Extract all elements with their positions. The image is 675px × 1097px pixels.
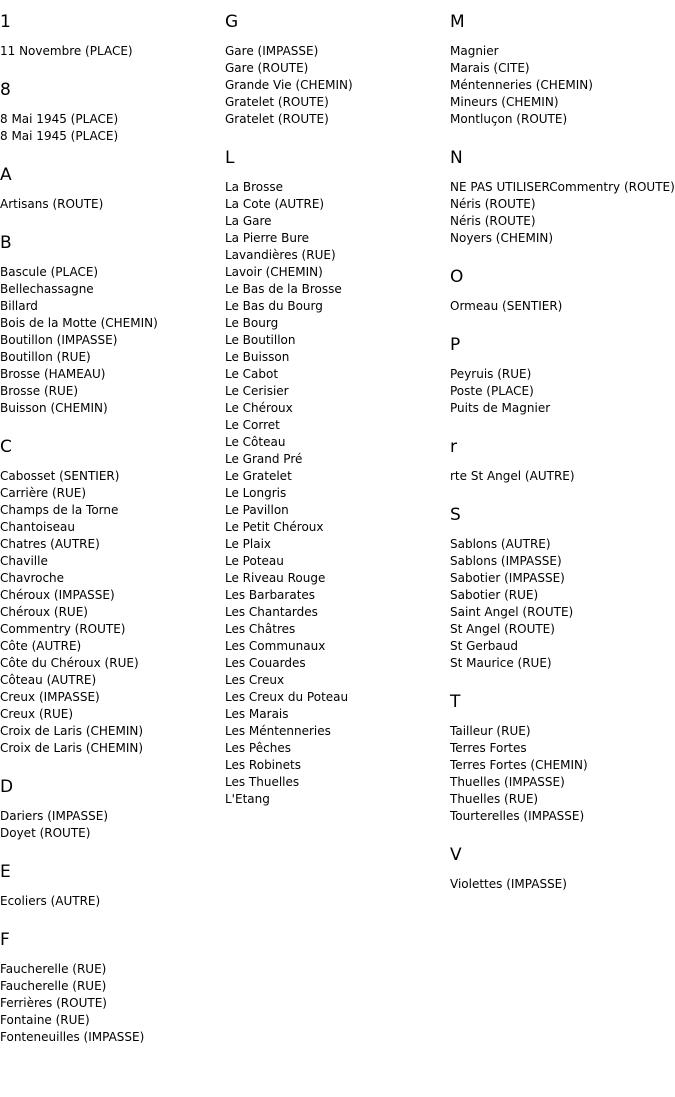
street-link[interactable]: Lavandières (RUE) [225, 248, 336, 262]
street-link[interactable]: Les Barbarates [225, 588, 316, 602]
section-letter-heading: B [0, 233, 12, 253]
street-link[interactable]: L'Etang [225, 792, 270, 806]
street-list [450, 43, 675, 128]
street-link[interactable]: La Cote (AUTRE) [225, 197, 325, 211]
street-link[interactable]: Néris (ROUTE) [450, 214, 536, 228]
street-link[interactable]: 11 Novembre (PLACE) [0, 44, 133, 58]
street-link[interactable]: Chéroux (RUE) [0, 605, 88, 619]
street-link[interactable]: Le Petit Chéroux [225, 520, 324, 534]
street-link[interactable]: Doyet (ROUTE) [0, 826, 91, 840]
street-link[interactable]: Faucherelle (RUE) [0, 979, 107, 993]
street-link[interactable]: Creux (RUE) [0, 707, 74, 721]
street-link[interactable]: Le Riveau Rouge [225, 571, 326, 585]
street-link[interactable]: 8 Mai 1945 (PLACE) [0, 129, 119, 143]
street-link[interactable]: Boutillon (IMPASSE) [0, 333, 118, 347]
street-link[interactable]: Gratelet (ROUTE) [225, 95, 329, 109]
street-link[interactable]: Les Communaux [225, 639, 326, 653]
street-link[interactable]: Le Cerisier [225, 384, 289, 398]
street-link[interactable]: Le Bas de la Brosse [225, 282, 342, 296]
street-link[interactable]: Ecoliers (AUTRE) [0, 894, 101, 908]
street-link[interactable]: Sabotier (IMPASSE) [450, 571, 565, 585]
street-link[interactable]: Puits de Magnier [450, 401, 551, 415]
street-index-column-3 [450, 12, 675, 913]
street-link[interactable]: Chavroche [0, 571, 65, 585]
street-link[interactable]: Saint Angel (ROUTE) [450, 605, 574, 619]
street-link[interactable]: NE PAS UTILISERCommentry (ROUTE) [450, 180, 675, 194]
street-link[interactable]: Faucherelle (RUE) [0, 962, 107, 976]
street-link[interactable]: Les Creux [225, 673, 285, 687]
street-list [450, 298, 675, 315]
street-link[interactable]: Chatres (AUTRE) [0, 537, 100, 551]
street-link[interactable]: Fonteneuilles (IMPASSE) [0, 1030, 145, 1044]
letter-section [0, 437, 220, 757]
street-link[interactable]: Montluçon (ROUTE) [450, 112, 568, 126]
street-link[interactable]: Sablons (AUTRE) [450, 537, 551, 551]
street-link[interactable]: Côte (AUTRE) [0, 639, 82, 653]
street-link[interactable]: Ormeau (SENTIER) [450, 299, 563, 313]
street-link[interactable]: Billard [0, 299, 38, 313]
street-list [0, 196, 220, 213]
street-link[interactable]: Peyruis (RUE) [450, 367, 532, 381]
street-link[interactable]: Le Boutillon [225, 333, 296, 347]
street-list [0, 468, 220, 757]
section-letter-heading: O [450, 267, 464, 287]
street-link[interactable]: Chantoiseau [0, 520, 75, 534]
letter-section [0, 777, 220, 842]
section-letter-heading: 8 [0, 80, 11, 100]
street-list [0, 893, 220, 910]
street-link[interactable]: Grande Vie (CHEMIN) [225, 78, 353, 92]
street-link[interactable]: La Gare [225, 214, 272, 228]
street-link[interactable]: Le Pavillon [225, 503, 289, 517]
street-link[interactable]: Sabotier (RUE) [450, 588, 539, 602]
street-link[interactable]: Les Thuelles [225, 775, 300, 789]
street-link[interactable]: 8 Mai 1945 (PLACE) [0, 112, 119, 126]
street-link[interactable]: Artisans (ROUTE) [0, 197, 104, 211]
street-link[interactable]: Gare (IMPASSE) [225, 44, 319, 58]
letter-section [450, 437, 675, 485]
street-link[interactable]: Marais (CITE) [450, 61, 530, 75]
letter-section [450, 148, 675, 247]
street-link[interactable]: Le Gratelet [225, 469, 292, 483]
street-link[interactable]: Le Grand Pré [225, 452, 303, 466]
street-link[interactable]: Gare (ROUTE) [225, 61, 309, 75]
street-link[interactable]: Sablons (IMPASSE) [450, 554, 562, 568]
section-letter-heading: G [225, 12, 239, 32]
street-list [450, 468, 675, 485]
street-link[interactable]: Champs de la Torne [0, 503, 119, 517]
street-link[interactable]: Lavoir (CHEMIN) [225, 265, 323, 279]
street-link[interactable]: Violettes (IMPASSE) [450, 877, 567, 891]
letter-section [0, 930, 220, 1046]
street-link[interactable]: Fontaine (RUE) [0, 1013, 90, 1027]
street-link[interactable]: Le Côteau [225, 435, 286, 449]
street-link[interactable]: Le Longris [225, 486, 287, 500]
street-link[interactable]: Le Corret [225, 418, 280, 432]
street-link[interactable]: Thuelles (IMPASSE) [450, 775, 565, 789]
letter-section [450, 12, 675, 128]
street-link[interactable]: Gratelet (ROUTE) [225, 112, 329, 126]
letter-section [0, 233, 220, 417]
street-link[interactable]: Bois de la Motte (CHEMIN) [0, 316, 158, 330]
street-link[interactable]: Le Poteau [225, 554, 284, 568]
letter-section [450, 845, 675, 893]
street-link[interactable]: Noyers (CHEMIN) [450, 231, 554, 245]
letter-section [225, 148, 445, 808]
section-letter-heading: P [450, 335, 461, 355]
street-link[interactable]: Le Plaix [225, 537, 272, 551]
section-letter-heading: T [450, 692, 461, 712]
street-link[interactable]: Brosse (HAMEAU) [0, 367, 106, 381]
street-link[interactable]: Côte du Chéroux (RUE) [0, 656, 139, 670]
street-link[interactable]: Bascule (PLACE) [0, 265, 99, 279]
street-link[interactable]: Les Châtres [225, 622, 296, 636]
letter-section [0, 862, 220, 910]
street-link[interactable]: Magnier [450, 44, 499, 58]
street-link[interactable]: Les Marais [225, 707, 289, 721]
street-list [450, 179, 675, 247]
street-link[interactable]: La Pierre Bure [225, 231, 310, 245]
street-link[interactable]: Cabosset (SENTIER) [0, 469, 120, 483]
street-link[interactable]: Poste (PLACE) [450, 384, 534, 398]
street-link[interactable]: Les Chantardes [225, 605, 318, 619]
section-letter-heading: E [0, 862, 11, 882]
street-list [0, 111, 220, 145]
street-link[interactable]: Terres Fortes [450, 741, 527, 755]
street-link[interactable]: Néris (ROUTE) [450, 197, 536, 211]
street-link[interactable]: Ferrières (ROUTE) [0, 996, 107, 1010]
letter-section [0, 80, 220, 145]
street-link[interactable]: Le Bourg [225, 316, 279, 330]
street-link[interactable]: St Maurice (RUE) [450, 656, 552, 670]
section-letter-heading: r [450, 437, 457, 457]
street-link[interactable]: Chéroux (IMPASSE) [0, 588, 115, 602]
street-link[interactable]: Mineurs (CHEMIN) [450, 95, 559, 109]
street-link[interactable]: Les Creux du Poteau [225, 690, 349, 704]
section-letter-heading: C [0, 437, 12, 457]
street-link[interactable]: Thuelles (RUE) [450, 792, 539, 806]
street-link[interactable]: Carrière (RUE) [0, 486, 87, 500]
section-letter-heading: V [450, 845, 462, 865]
street-link[interactable]: Buisson (CHEMIN) [0, 401, 108, 415]
street-link[interactable]: Côteau (AUTRE) [0, 673, 97, 687]
letter-section [450, 505, 675, 672]
street-link[interactable]: Tailleur (RUE) [450, 724, 531, 738]
section-letter-heading: N [450, 148, 463, 168]
letter-section [450, 267, 675, 315]
section-letter-heading: S [450, 505, 461, 525]
street-list [450, 366, 675, 417]
street-link[interactable]: Les Pêches [225, 741, 291, 755]
street-link[interactable]: Creux (IMPASSE) [0, 690, 100, 704]
section-letter-heading: M [450, 12, 465, 32]
street-link[interactable]: Croix de Laris (CHEMIN) [0, 724, 144, 738]
section-letter-heading: 1 [0, 12, 11, 32]
street-link[interactable]: Tourterelles (IMPASSE) [450, 809, 585, 823]
street-list [0, 961, 220, 1046]
letter-section [225, 12, 445, 128]
street-link[interactable]: La Brosse [225, 180, 283, 194]
street-link[interactable]: Le Chéroux [225, 401, 293, 415]
street-link[interactable]: St Angel (ROUTE) [450, 622, 555, 636]
street-list [450, 876, 675, 893]
street-link[interactable]: Croix de Laris (CHEMIN) [0, 741, 144, 755]
street-index-column-2 [225, 12, 445, 828]
letter-section [450, 335, 675, 417]
section-letter-heading: F [0, 930, 10, 950]
street-link[interactable]: Les Méntenneries [225, 724, 331, 738]
street-link[interactable]: Brosse (RUE) [0, 384, 79, 398]
street-link[interactable]: Les Robinets [225, 758, 301, 772]
street-link[interactable]: Boutillon (RUE) [0, 350, 91, 364]
street-list [0, 43, 220, 60]
street-index-column-1 [0, 12, 220, 1066]
street-link[interactable]: Les Couardes [225, 656, 306, 670]
street-list [0, 264, 220, 417]
letter-section [0, 12, 220, 60]
street-link[interactable]: St Gerbaud [450, 639, 518, 653]
section-letter-heading: A [0, 165, 12, 185]
letter-section [450, 692, 675, 825]
street-link[interactable]: Bellechassagne [0, 282, 94, 296]
street-list [450, 723, 675, 825]
street-link[interactable]: Dariers (IMPASSE) [0, 809, 108, 823]
street-list [450, 536, 675, 672]
street-list [225, 43, 445, 128]
street-link[interactable]: rte St Angel (AUTRE) [450, 469, 575, 483]
street-link[interactable]: Méntenneries (CHEMIN) [450, 78, 593, 92]
street-link[interactable]: Le Cabot [225, 367, 279, 381]
section-letter-heading: D [0, 777, 14, 797]
street-link[interactable]: Commentry (ROUTE) [0, 622, 126, 636]
street-link[interactable]: Le Buisson [225, 350, 290, 364]
section-letter-heading: L [225, 148, 235, 168]
street-link[interactable]: Le Bas du Bourg [225, 299, 323, 313]
letter-section [0, 165, 220, 213]
street-link[interactable]: Chaville [0, 554, 48, 568]
street-list [0, 808, 220, 842]
street-link[interactable]: Terres Fortes (CHEMIN) [450, 758, 588, 772]
street-list [225, 179, 445, 808]
